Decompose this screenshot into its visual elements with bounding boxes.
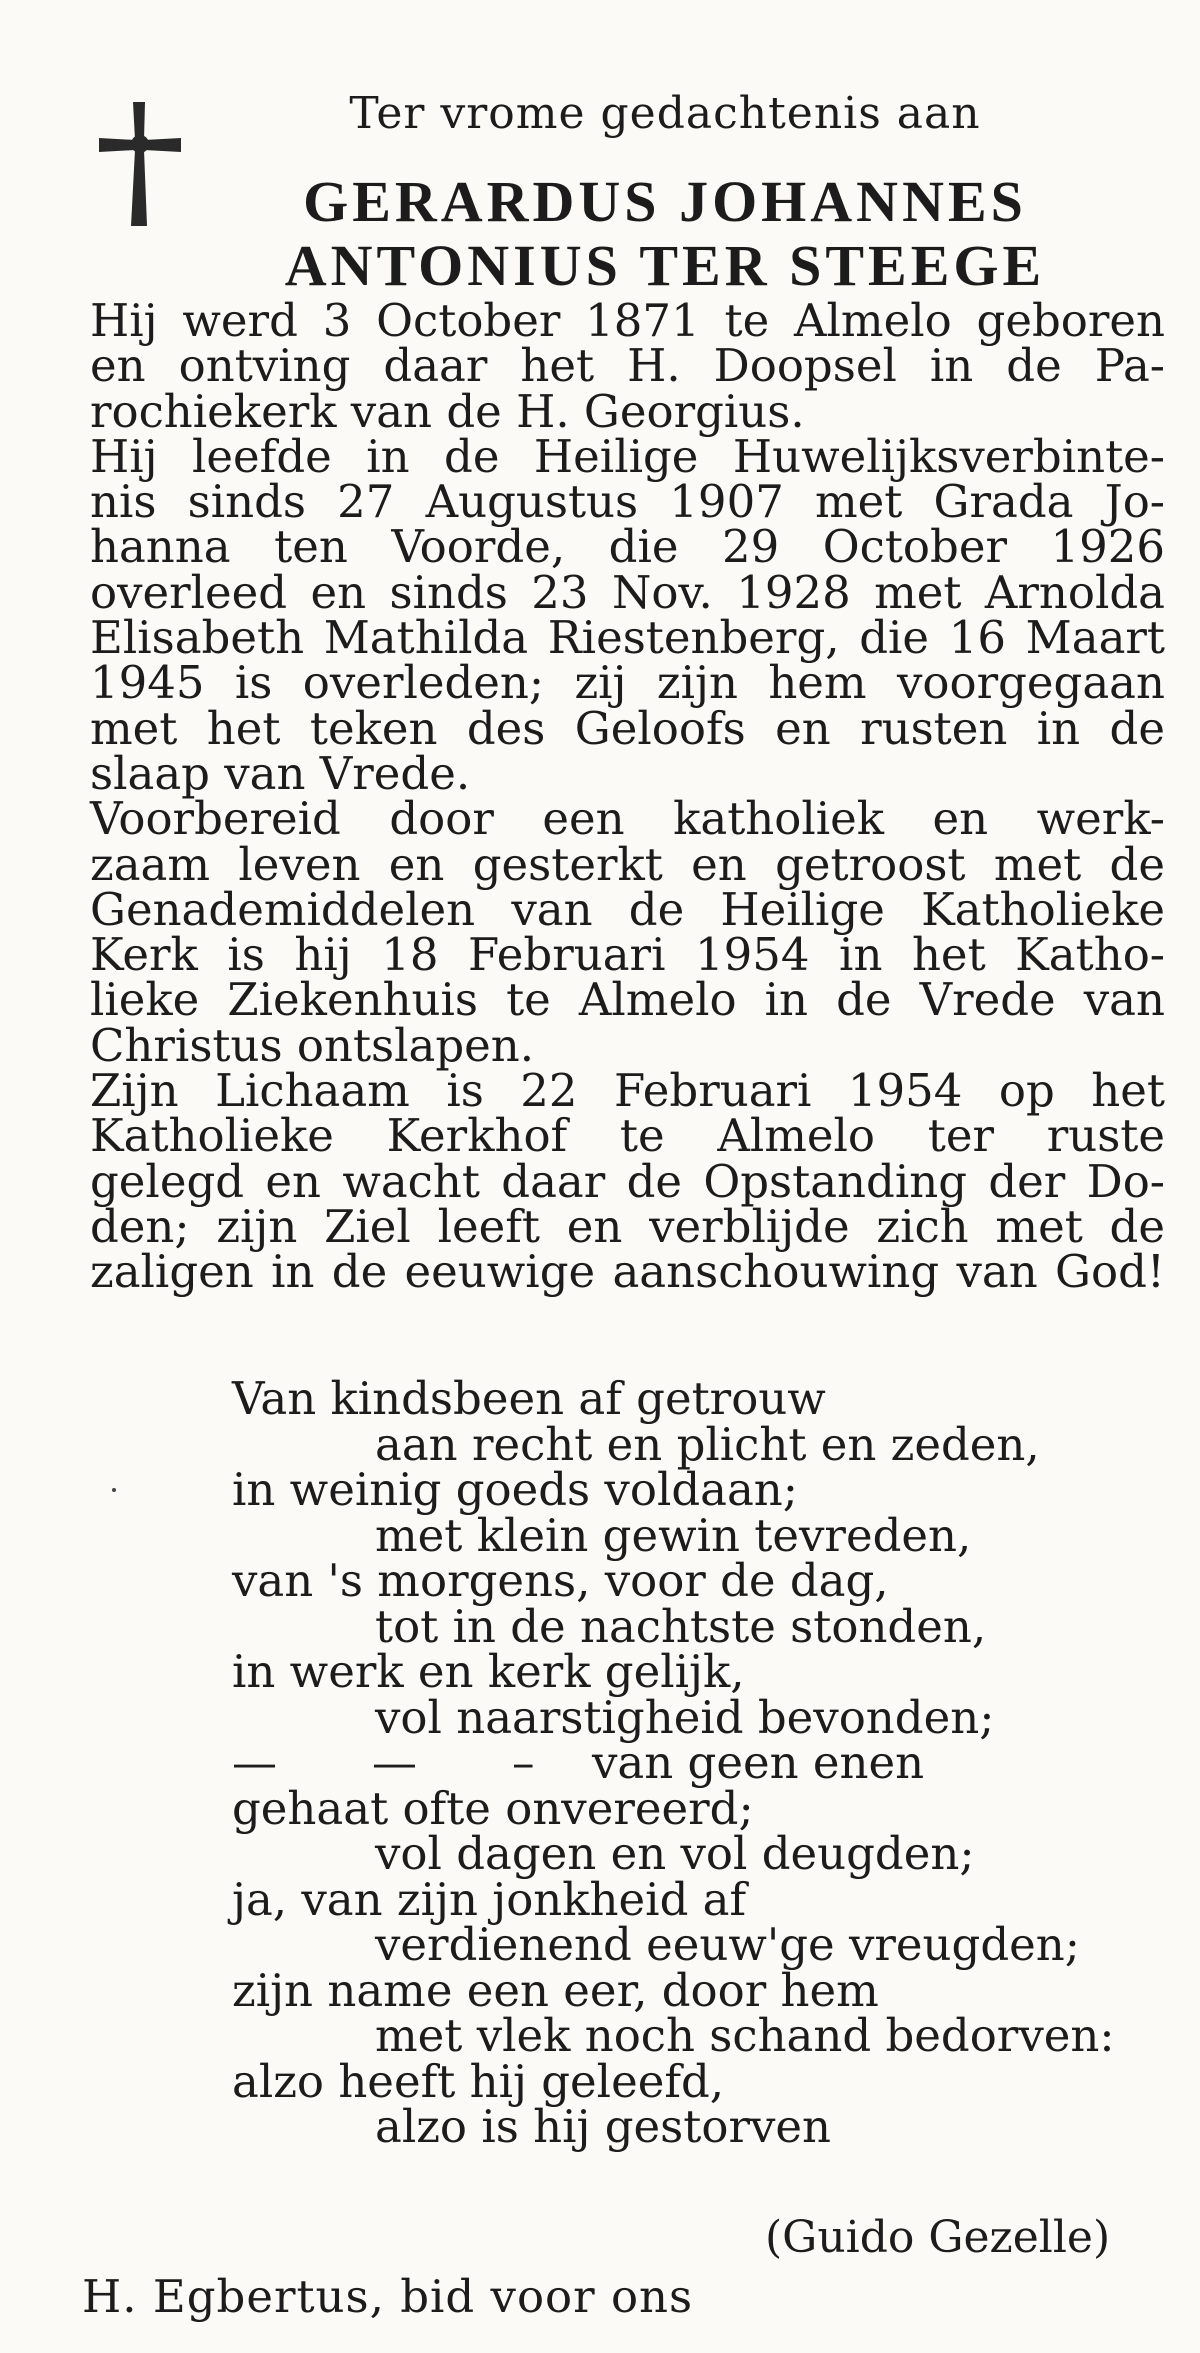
poem-line: zijn name een eer, door hem — [232, 1963, 879, 2017]
body-line: zaligen in de eeuwige aanschouwing van God! — [90, 1245, 1165, 1299]
closing-prayer: H. Egbertus, bid voor ons — [82, 2270, 694, 2323]
body-line: Kerk is hij 18 Februari 1954 in het Katho- — [90, 928, 1165, 982]
poem-line: ja, van zijn jonkheid af — [232, 1872, 747, 1926]
body-line: slaap van Vrede. — [90, 746, 471, 800]
poem-line: gehaat ofte onvereerd; — [232, 1781, 754, 1835]
dash-mark: — — [232, 1736, 277, 1789]
dash-mark: — — [372, 1736, 417, 1789]
poem-attribution: (Guido Gezelle) — [765, 2212, 1111, 2263]
poem-line: aan recht en plicht en zeden, — [375, 1417, 1040, 1471]
poem-line: vol naarstigheid bevonden; — [375, 1690, 995, 1744]
deceased-name-line2: ANTONIUS TER STEEGE — [284, 233, 1046, 298]
intro-line: Ter vrome gedachtenis aan — [349, 88, 981, 139]
poem-line-dashes — [0, 1736, 1200, 1789]
body-line: Elisabeth Mathilda Riestenberg, die 16 Maart — [90, 611, 1165, 665]
print-speck — [112, 1488, 116, 1492]
body-line: rochiekerk van de H. Georgius. — [90, 384, 805, 438]
body-line: Voorbereid door een katholiek en werk- — [90, 792, 1165, 846]
poem-line: alzo is hij gestorven — [375, 2100, 831, 2153]
poem-line: vol dagen en vol deugden; — [375, 1827, 975, 1880]
body-line: nis sinds 27 Augustus 1907 met Grada Jo- — [90, 475, 1165, 529]
poem-line: van 's morgens, voor de dag, — [232, 1554, 889, 1607]
body-line: Genademiddelen van de Heilige Katholieke — [90, 882, 1165, 936]
body-line: en ontving daar het H. Doopsel in de Pa- — [90, 339, 1165, 393]
poem-line: in weinig goeds voldaan; — [232, 1463, 798, 1516]
body-line: met het teken des Geloofs en rusten in de — [90, 701, 1165, 755]
body-line: den; zijn Ziel leeft en verblijde zich met de — [90, 1199, 1165, 1253]
body-line: Zijn Lichaam is 22 Februari 1954 op het — [90, 1064, 1165, 1118]
poem-line: van geen enen — [592, 1736, 925, 1789]
poem-line: verdienend eeuw'ge vreugden; — [375, 1918, 1080, 1971]
body-line: Christus ontslapen. — [90, 1018, 535, 1072]
poem-line: Van kindsbeen af getrouw — [232, 1372, 826, 1425]
poem-line: met vlek noch schand bedorven: — [375, 2009, 1115, 2062]
body-line: Katholieke Kerkhof te Almelo ter ruste — [90, 1109, 1165, 1163]
body-line: zaam leven en gesterkt en getroost met de — [90, 837, 1165, 891]
biography-text — [90, 294, 1165, 1299]
poem-line: met klein gewin tevreden, — [375, 1508, 972, 1562]
poem-line: alzo heeft hij geleefd, — [232, 2054, 725, 2108]
body-line: Hij werd 3 October 1871 te Almelo geboren — [90, 294, 1165, 347]
body-line: 1945 is overleden; zij zijn hem voorgegaan — [90, 656, 1165, 710]
body-line: Hij leefde in de Heilige Huwelijksverbinte- — [90, 429, 1165, 483]
body-line: hanna ten Voorde, die 29 October 1926 — [90, 520, 1165, 574]
dash-mark: – — [512, 1736, 535, 1789]
poem-line: in werk en kerk gelijk, — [232, 1645, 745, 1698]
poem-line: tot in de nachtste stonden, — [375, 1599, 987, 1653]
body-line: overleed en sinds 23 Nov. 1928 met Arnolda — [90, 565, 1165, 619]
body-line: gelegd en wacht daar de Opstanding der Do- — [90, 1154, 1165, 1208]
deceased-name-line1: GERARDUS JOHANNES — [303, 169, 1027, 234]
poem — [0, 1372, 1200, 2153]
body-line: lieke Ziekenhuis te Almelo in de Vrede van — [90, 973, 1165, 1027]
